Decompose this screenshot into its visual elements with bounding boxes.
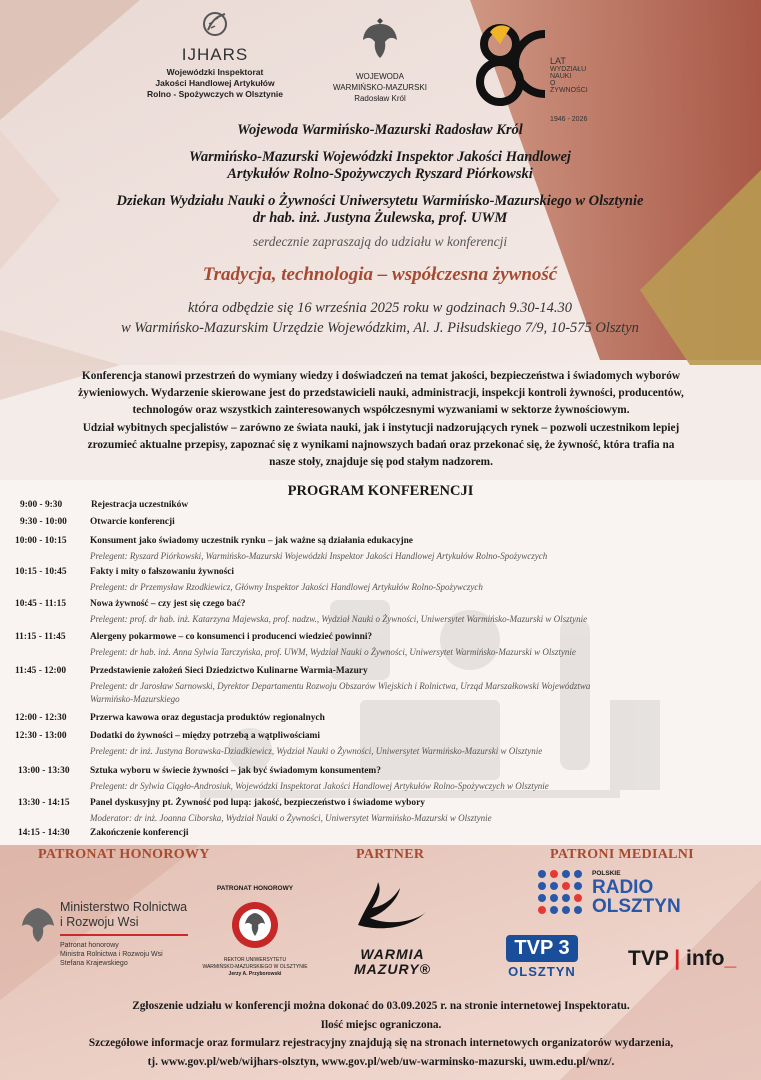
wojewoda-logo-block xyxy=(330,12,430,104)
tvp3-badge: TVP 3 xyxy=(506,935,577,962)
program-time: 13:00 - 13:30 xyxy=(18,766,70,776)
program-time: 12:30 - 13:00 xyxy=(15,731,67,741)
program-time: 10:45 - 11:15 xyxy=(15,599,67,609)
program-speaker: Moderator: dr inż. Joanna Ciborska, Wydział Nauki o Żywności, Uniwersytet Warmińsko-Mazurski w Olsztynie xyxy=(90,813,492,823)
program-title: Sztuka wyboru w świecie żywności – jak być świadomym konsumentem? xyxy=(90,766,381,776)
host-dziekan-line1: Dziekan Wydziału Nauki o Żywności Uniwersytetu Warmińsko-Mazurskiego w Olsztynie xyxy=(116,193,644,209)
program-title: Nowa żywność – czy jest się czego bać? xyxy=(90,599,246,609)
program-time: 11:15 - 11:45 xyxy=(15,632,66,642)
patronat-heading: PATRONAT HONOROWY xyxy=(38,847,210,862)
program-time: 13:30 - 14:15 xyxy=(18,798,70,808)
program-speaker: Prelegent: prof. dr hab. inż. Katarzyna Majewska, prof. nadzw., Wydział Nauki o Żywności, Uniwersytet Warmińsko-Mazurski w Olsztynie xyxy=(90,614,588,624)
program-title: Rejestracja uczestników xyxy=(91,500,189,510)
program-heading: PROGRAM KONFERENCJI xyxy=(287,483,474,499)
tvp-info-logo xyxy=(628,947,736,971)
program-speaker: Prelegent: dr Sylwia Ciągło-Androsiuk, Wojewódzki Inspektorat Jakości Handlowej Artykułów Rolno-Spożywczych w Olsztynie xyxy=(90,781,549,791)
tvp3-city: OLSZTYN xyxy=(508,964,576,979)
program-speaker: Prelegent: Ryszard Piórkowski, Warmińsko-Mazurski Wojewódzki Inspektor Jakości Handlowej Artykułów Rolno-Spożywczych xyxy=(90,551,548,561)
program-title: Przerwa kawowa oraz degustacja produktów regionalnych xyxy=(90,713,325,723)
program-time: 9:30 - 10:00 xyxy=(20,517,67,527)
ministerstwo-logo-block xyxy=(20,900,195,968)
program-time: 12:00 - 12:30 xyxy=(15,713,67,723)
host-wojewoda: Wojewoda Warmińsko-Mazurski Radosław Król xyxy=(237,122,523,138)
uwm-seal-icon xyxy=(230,900,280,950)
ministry-subtitle: Patronat honorowy Ministra Rolnictwa i Rozwoju Wsi Stefana Krajewskiego xyxy=(60,942,163,967)
ijhars-logo-text: IJHARS xyxy=(181,45,249,64)
program-title: Konsument jako świadomy uczestnik rynku – jak ważne są działania edukacyjne xyxy=(90,536,413,546)
rektor-patronage-block xyxy=(200,885,310,978)
radio-small-label: POLSKIE xyxy=(592,870,621,877)
program-speaker: Warmińsko-Mazurskiego xyxy=(90,694,180,704)
media-heading: PATRONI MEDIALNI xyxy=(550,847,694,862)
wnz-logo-caption: LAT WYDZIAŁU NAUKI O ŻYWNOŚCI 1946 - 2026 xyxy=(550,56,588,123)
program-title: Fakty i mity o fałszowaniu żywności xyxy=(90,567,235,577)
warmia-mazury-text: WARMIA MAZURY® xyxy=(354,946,431,977)
tvp-info-separator: | xyxy=(668,947,687,970)
ministry-name: Ministerstwo Rolnictwa i Rozwoju Wsi xyxy=(60,900,188,929)
program-speaker: Prelegent: dr hab. inż. Anna Sylwia Tarczyńska, prof. UWM, Wydział Nauki o Żywności, Uniwersytet Warmińsko-Mazurski w Olsztynie xyxy=(90,647,576,657)
ijhars-emblem-icon xyxy=(195,10,235,38)
rektor-subtitle: REKTOR UNIWERSYTETU WARMIŃSKO-MAZURSKIEGO W OLSZTYNIE Jerzy A. Przyborowski xyxy=(202,957,308,977)
program-speaker: Prelegent: dr Przemysław Rzodkiewicz, Główny Inspektor Jakości Handlowej Artykułów Rolno-Spożywczych xyxy=(90,582,483,592)
program-title: Dodatki do żywności – między potrzebą a wątpliwościami xyxy=(90,731,320,741)
program-title: Alergeny pokarmowe – co konsumenci i producenci wiedzieć powinni? xyxy=(90,632,373,642)
program-speaker: Prelegent: dr Jarosław Sarnowski, Dyrektor Departamentu Rozwoju Obszarów Wiejskich i Rolnictwa, Urząd Marszałkowski Województwa xyxy=(90,681,591,691)
program-time: 11:45 - 12:00 xyxy=(15,666,67,676)
tvp-info-left: TVP xyxy=(628,947,669,970)
program-time: 14:15 - 14:30 xyxy=(18,828,70,838)
program-time: 9:00 - 9:30 xyxy=(20,500,63,510)
program-speaker: Prelegent: dr inż. Justyna Borawska-Dziadkiewicz, Wydział Nauki o Żywności, Uniwersytet Warmińsko-Mazurski w Olsztynie xyxy=(90,746,543,756)
tvp-info-underscore: _ xyxy=(724,947,737,970)
invitation-text: serdecznie zapraszają do udziału w konferencji xyxy=(252,234,508,249)
warmia-mazury-swan-icon xyxy=(348,880,438,942)
program-title: Zakończenie konferencji xyxy=(90,828,189,838)
registration-info: Zgłoszenie udziału w konferencji można dokonać do 03.09.2025 r. na stronie internetowej Inspektoratu. Ilość miejsc ograniczona. Szczegółowe informacje oraz formularz rejestracyjny znajdują się na stronach internetowych organizatorów wydarzenia, tj. www.gov.pl/web/wijhars-olsztyn, www.gov.pl/web/uw-warminsko-mazurski, uwm.edu.pl/wnz/. xyxy=(88,1000,674,1068)
tvp-info-right: info xyxy=(686,947,725,970)
tvp3-olsztyn-logo xyxy=(492,935,592,979)
conference-date: która odbędzie się 16 września 2025 roku w godzinach 9.30-14.30 xyxy=(187,300,573,316)
program-time: 10:15 - 10:45 xyxy=(15,567,67,577)
radio-dots-icon xyxy=(536,868,588,922)
eagle-emblem-icon xyxy=(360,12,400,62)
ministry-divider xyxy=(60,934,188,936)
radio-olsztyn-logo xyxy=(536,868,706,927)
conference-place: w Warmińsko-Mazurskim Urzędzie Wojewódzkim, Al. J. Piłsudskiego 7/9, 10-575 Olsztyn xyxy=(121,320,639,336)
program-title: Otwarcie konferencji xyxy=(90,517,175,527)
warmia-mazury-logo xyxy=(330,880,455,977)
ijhars-logo-block xyxy=(140,10,290,100)
program-title: Przedstawienie założeń Sieci Dziedzictwo Kulinarne Warmia-Mazury xyxy=(90,666,368,676)
ministry-eagle-icon xyxy=(20,904,56,944)
rektor-heading: PATRONAT HONOROWY xyxy=(216,885,294,892)
partner-heading: PARTNER xyxy=(356,847,425,862)
invitation-block xyxy=(60,122,700,338)
conference-description: Konferencja stanowi przestrzeń do wymiany wiedzy i doświadczeń na temat jakości, bezpieczeństwa i świadomych wyborów żywieniowych. Wydarzenie skierowane jest do przedstawicieli nauki, administracji, inspekcji kontroli żywności, producentów, technologów oraz wszystkich zainteresowanych współczesnymi wyzwaniami w sektorze żywnościowym. Udział wybitnych specjalistów – zarówno ze świata nauki, jak i instytucji nadzorujących rynek – pozwoli uczestnikom lepiej zrozumieć aktualne przepisy, zapoznać się z wynikami najnowszych badań oraz przekonać się, że żywność, która trafia na nasze stoły, znajduje się pod stałym nadzorem. xyxy=(78,370,684,469)
host-dziekan-line2: dr hab. inż. Justyna Żulewska, prof. UWM xyxy=(252,210,508,226)
wojewoda-text: WOJEWODA WARMIŃSKO-MAZURSKI Radosław Król xyxy=(333,72,427,103)
conference-title: Tradycja, technologia – współczesna żywność xyxy=(202,264,558,285)
wnz-80-years-logo xyxy=(470,14,588,123)
host-inspektor-line1: Warmińsko-Mazurski Wojewódzki Inspektor Jakości Handlowej xyxy=(189,149,571,165)
radio-name: RADIO OLSZTYN xyxy=(592,877,681,917)
ijhars-subtitle: Wojewódzki Inspektorat Jakości Handlowej Artykułów Rolno - Spożywczych w Olsztynie xyxy=(146,67,284,99)
host-inspektor-line2: Artykułów Rolno-Spożywczych Ryszard Piórkowski xyxy=(227,166,533,182)
program-time: 10:00 - 10:15 xyxy=(15,536,67,546)
program-title: Panel dyskusyjny pt. Żywność pod lupą: jakość, bezpieczeństwo i świadome wybory xyxy=(90,798,425,808)
